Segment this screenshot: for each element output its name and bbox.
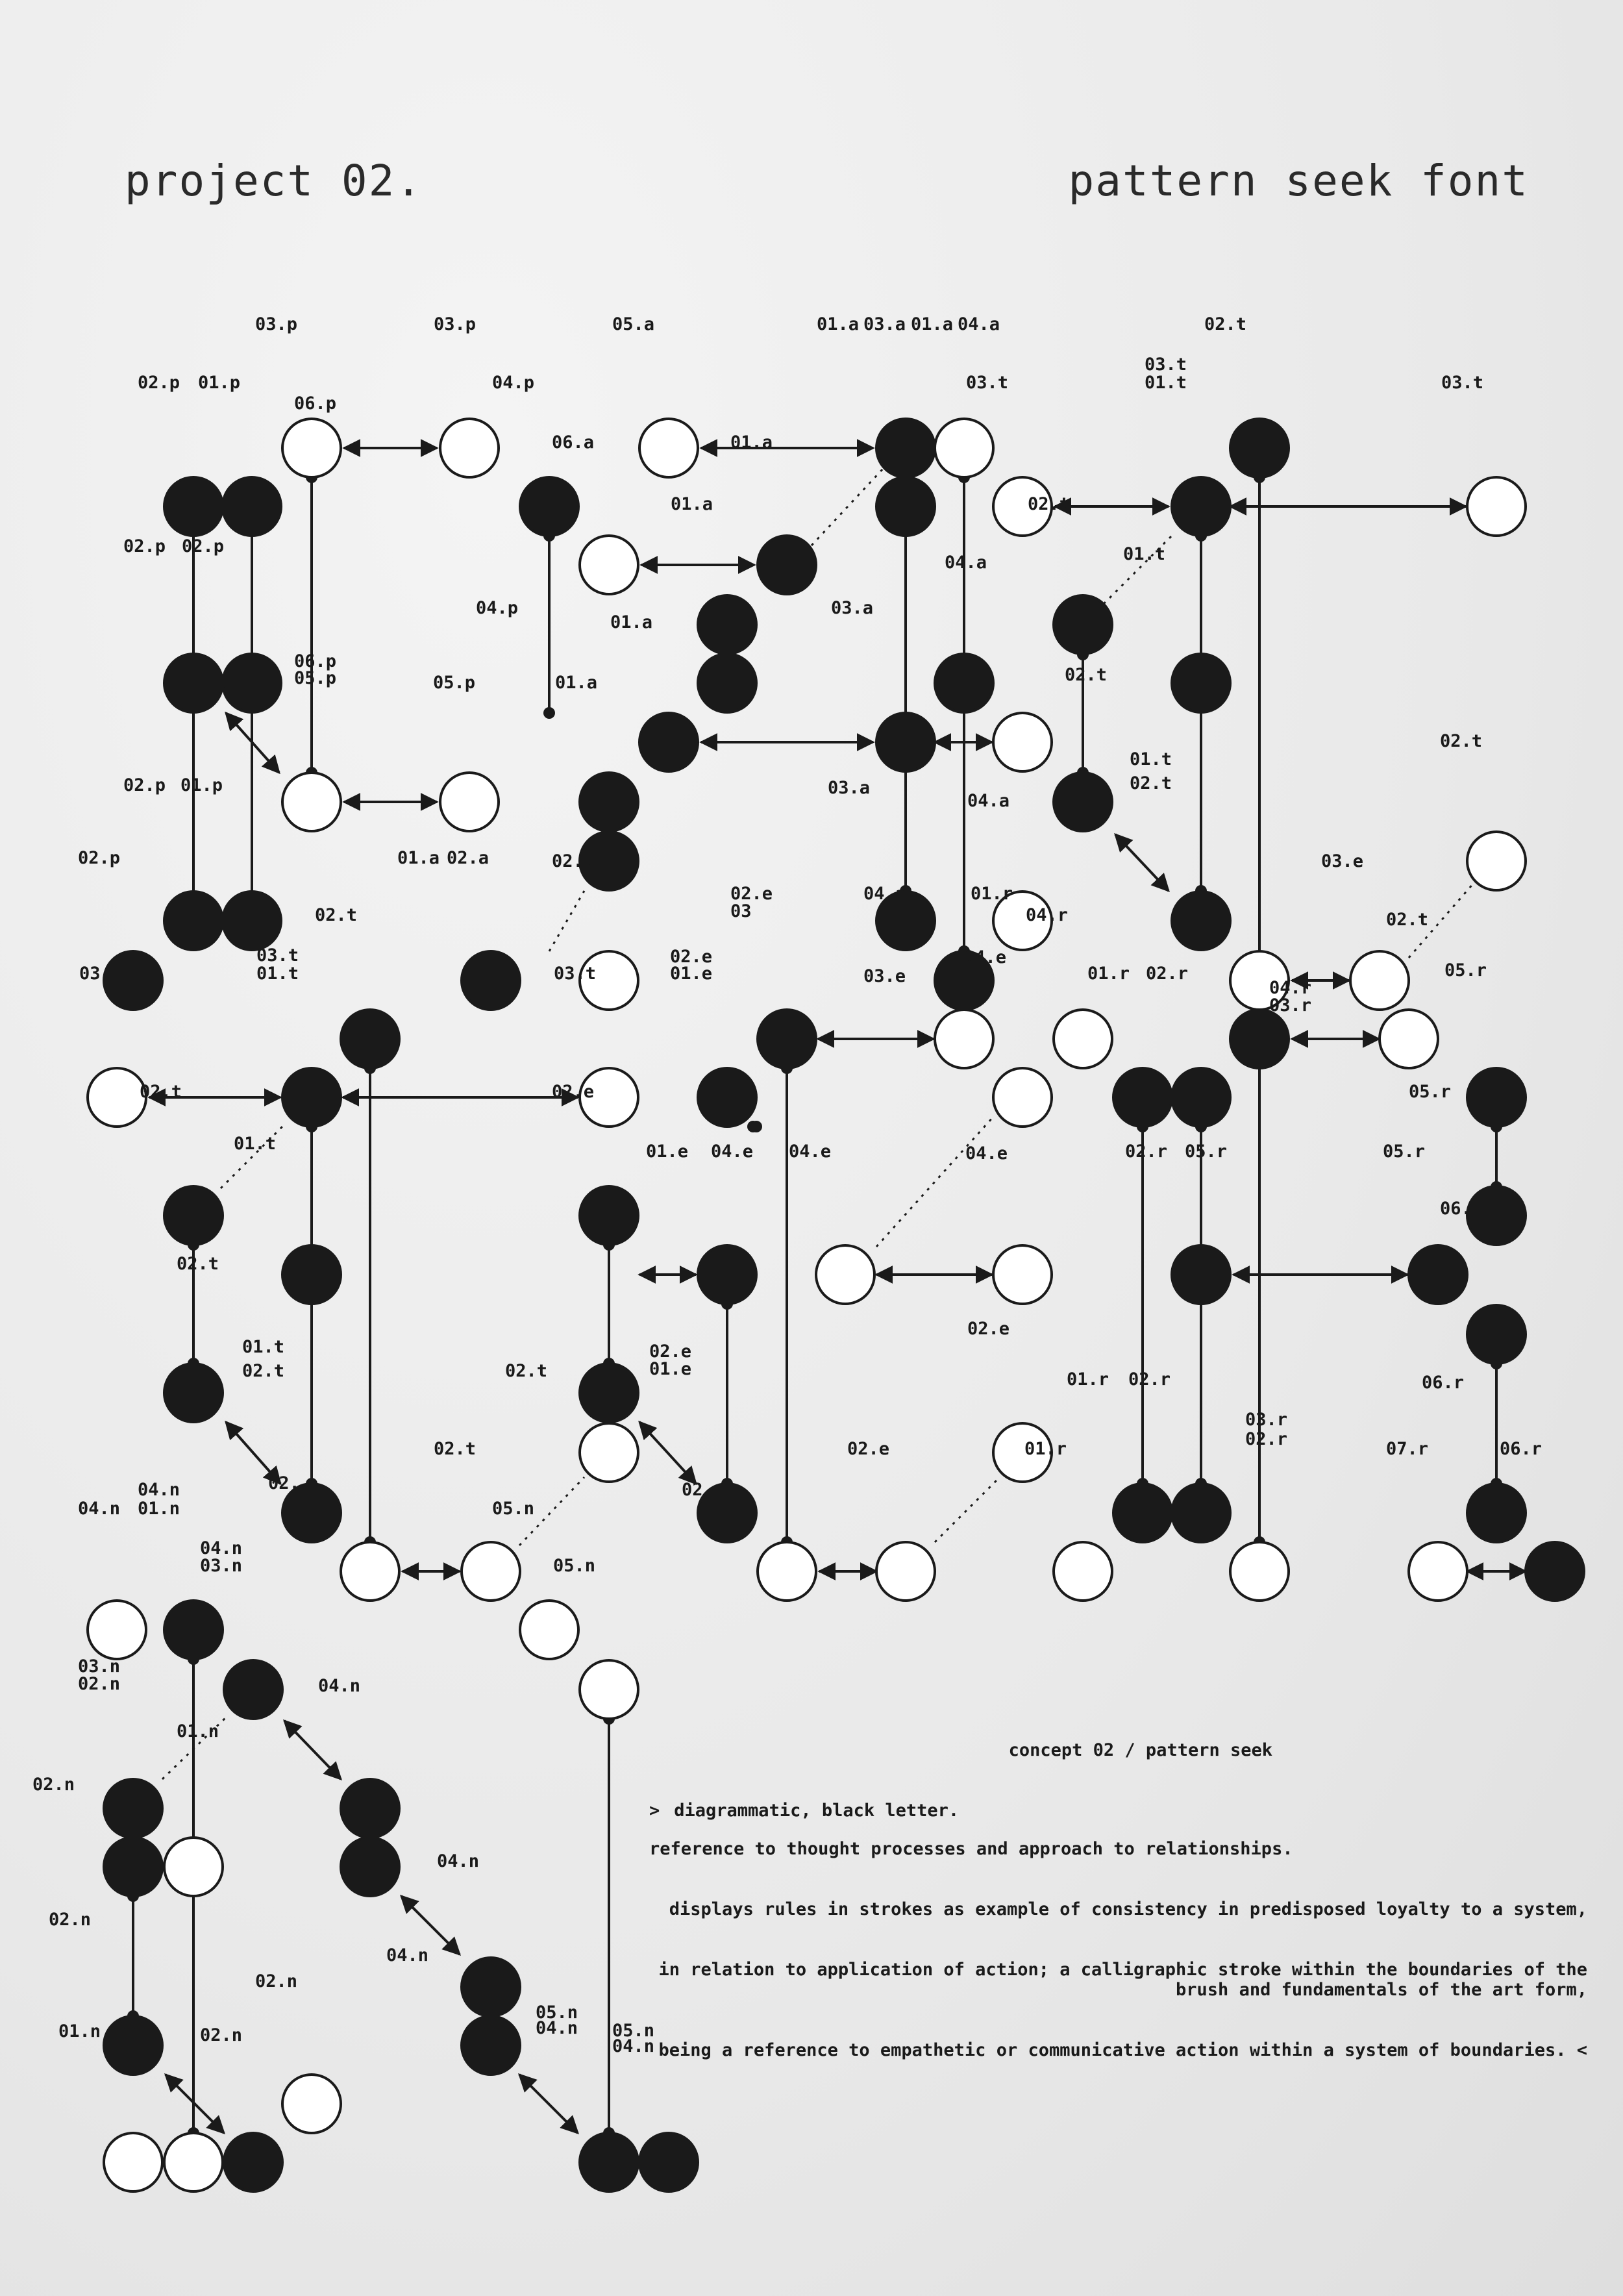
open-node <box>1409 1542 1467 1601</box>
open-node <box>88 1068 146 1127</box>
node-label: 06.p <box>294 393 337 414</box>
node-label: 01.t <box>1145 373 1187 393</box>
joint-dot <box>750 1121 762 1132</box>
filled-node <box>1467 1068 1526 1127</box>
node-label: 02.t <box>242 1361 285 1381</box>
node-label: 01.r <box>971 884 1013 904</box>
filled-node <box>1172 654 1230 712</box>
concept-title: concept 02 / pattern seek <box>1008 1740 1272 1760</box>
filled-node <box>1467 1186 1526 1245</box>
filled-node <box>341 1010 399 1068</box>
filled-node <box>935 654 993 712</box>
node-label: 04.r <box>1269 978 1312 998</box>
node-label: 03.t <box>1441 373 1484 393</box>
node-label: 04.e <box>789 1142 832 1162</box>
node-label: 02.t <box>1440 731 1483 751</box>
filled-node <box>164 1364 223 1422</box>
open-node <box>164 2133 223 2191</box>
open-node <box>580 1423 638 1482</box>
filled-node <box>223 477 281 536</box>
filled-node <box>104 1838 162 1896</box>
node-label: 04.e <box>965 1143 1008 1164</box>
filled-node <box>164 1601 223 1659</box>
node-label: 06.r <box>1500 1439 1542 1459</box>
filled-node <box>876 713 935 771</box>
node-label: 01.a <box>555 673 598 693</box>
node-label: 02.t <box>505 1361 548 1381</box>
filled-node <box>520 477 578 536</box>
node-label: 01.t <box>256 964 299 984</box>
concept-line-1 <box>649 1801 1587 1821</box>
node-label: 02.r <box>1245 1429 1288 1449</box>
node-label: 01.e <box>646 1142 689 1162</box>
node-label: 06.r <box>1422 1373 1465 1393</box>
open-node <box>1350 951 1409 1010</box>
node-label: 05.p <box>294 668 337 688</box>
arrow-link <box>1115 834 1169 891</box>
node-label: 01.t <box>1123 544 1166 564</box>
node-label: 03.t <box>1145 355 1187 375</box>
node-label: 02.t <box>1204 314 1247 334</box>
node-label: 01.p <box>198 373 241 393</box>
node-label: 04.n <box>138 1480 180 1500</box>
node-label: 02.e <box>967 1319 1010 1339</box>
node-label: 03.r <box>1269 995 1312 1016</box>
open-node <box>462 1542 520 1601</box>
node-label: 01.r <box>1067 1369 1109 1390</box>
node-label: 03.p <box>255 314 298 334</box>
node-label: 01.e <box>670 964 713 984</box>
node-label: 02.r <box>1128 1369 1171 1390</box>
node-label: 01.e <box>649 1359 692 1379</box>
concept-block <box>649 1740 1587 2060</box>
node-label: 05.r <box>1409 1082 1452 1102</box>
node-label: 01.t <box>242 1337 285 1357</box>
open-node <box>935 419 993 477</box>
node-label: 05.r <box>1383 1142 1426 1162</box>
node-label: 02.t <box>315 905 358 925</box>
filled-node <box>876 419 935 477</box>
filled-node <box>104 2016 162 2075</box>
filled-node <box>1526 1542 1584 1601</box>
filled-node <box>758 536 816 594</box>
filled-node <box>1113 1068 1172 1127</box>
node-label: 05.a <box>612 314 655 334</box>
node-label: 04.n <box>612 2036 655 2056</box>
filled-node <box>164 1186 223 1245</box>
joint-dot <box>543 707 555 719</box>
title-right: pattern seek font <box>1068 156 1529 206</box>
node-label: 01.p <box>180 775 223 795</box>
node-label: 01.a <box>817 314 860 334</box>
node-label: 02.t <box>177 1254 219 1274</box>
node-label: 05.n <box>553 1556 596 1576</box>
node-label: 02 <box>682 1480 703 1500</box>
node-label: 04.a <box>863 884 906 904</box>
concept-line-1-text: diagrammatic, black letter. <box>674 1801 960 1821</box>
filled-node <box>282 1245 341 1304</box>
node-label: 01.a <box>671 494 713 514</box>
dotted-link <box>935 1477 1000 1542</box>
open-node <box>1467 832 1526 890</box>
node-label: 04.e <box>711 1142 754 1162</box>
filled-node <box>462 951 520 1010</box>
node-label: 04.p <box>492 373 535 393</box>
node-label: 06.a <box>552 432 595 453</box>
node-label: 02.n <box>49 1910 92 1930</box>
node-label: 01.n <box>138 1499 180 1519</box>
open-node <box>1467 477 1526 536</box>
dotted-link <box>549 891 584 951</box>
node-label: 03.r <box>1245 1410 1288 1430</box>
node-label: 05.n <box>536 2003 578 2023</box>
dotted-link <box>812 469 883 545</box>
concept-line-5: being a reference to empathetic or communicative action within a system of boundaries. < <box>658 2040 1587 2060</box>
node-label: 06. <box>1440 1199 1472 1219</box>
open-node <box>1054 1542 1112 1601</box>
filled-node <box>1113 1484 1172 1542</box>
node-label: 02.a <box>447 848 489 868</box>
node-label: 02.e <box>552 1082 595 1102</box>
node-label: 02.p <box>78 848 121 868</box>
node-label: 02.e <box>670 947 713 967</box>
node-label: 02.e <box>730 884 773 904</box>
filled-node <box>224 2133 282 2191</box>
filled-node <box>1172 1068 1230 1127</box>
open-node <box>282 2075 341 2133</box>
open-node <box>993 1245 1052 1304</box>
node-label: 01.n <box>177 1721 219 1741</box>
filled-node <box>1409 1245 1467 1304</box>
node-label: 03.e <box>1321 851 1364 871</box>
filled-node <box>282 1068 341 1127</box>
filled-node <box>1172 1484 1230 1542</box>
open-node <box>282 773 341 831</box>
filled-node <box>639 2133 698 2191</box>
node-label: 02.t <box>552 851 595 871</box>
filled-node <box>1054 773 1112 831</box>
filled-node <box>1230 1010 1289 1068</box>
node-label: 02.n <box>255 1971 298 1991</box>
node-label: 02.p <box>123 536 166 556</box>
node-label: 03.t <box>554 964 597 984</box>
open-node <box>341 1542 399 1601</box>
open-node <box>1380 1010 1438 1068</box>
filled-node <box>104 951 162 1010</box>
filled-node <box>698 1068 756 1127</box>
node-label: 04.a <box>967 791 1010 811</box>
filled-node <box>224 1660 282 1719</box>
filled-node <box>341 1838 399 1896</box>
node-label: 03.a <box>828 778 871 798</box>
filled-node <box>1172 1245 1230 1304</box>
node-label: 02.p <box>123 775 166 795</box>
filled-node <box>698 654 756 712</box>
node-label: 02.t <box>1028 494 1071 514</box>
node-label: 05.r <box>1185 1142 1228 1162</box>
node-label: 01.a <box>397 848 440 868</box>
node-label: 02.n <box>78 1674 121 1694</box>
node-label: 04.a <box>945 553 987 573</box>
concept-line-2: reference to thought processes and approach to relationships. <box>649 1839 1293 1859</box>
node-label: 04.e <box>964 947 1007 967</box>
concept-line-4: in relation to application of action; a calligraphic stroke within the boundaries of the brush and fundamentals of the art form, <box>658 1960 1587 2000</box>
filled-node <box>698 1245 756 1304</box>
open-node <box>88 1601 146 1659</box>
filled-node <box>698 1484 756 1542</box>
node-label: 05.n <box>492 1499 535 1519</box>
node-label: 02.r <box>1125 1142 1168 1162</box>
node-label: 02.t <box>1130 773 1172 793</box>
filled-node <box>1467 1484 1526 1542</box>
open-node <box>104 2133 162 2191</box>
node-label: 01.r <box>1087 964 1130 984</box>
open-node <box>440 773 499 831</box>
filled-node <box>104 1779 162 1838</box>
filled-node <box>223 892 281 950</box>
filled-node <box>1054 595 1112 654</box>
node-label: 04.n <box>386 1945 429 1965</box>
node-label: 02.p <box>182 536 225 556</box>
node-label: 03.t <box>966 373 1009 393</box>
node-label: 01.a <box>911 314 954 334</box>
open-node <box>935 1010 993 1068</box>
node-label: 03.a <box>863 314 906 334</box>
open-node <box>758 1542 816 1601</box>
open-node <box>876 1542 935 1601</box>
filled-node <box>164 477 223 536</box>
node-label: 07.r <box>1386 1439 1429 1459</box>
filled-node <box>639 713 698 771</box>
node-label: 02.e <box>847 1439 890 1459</box>
filled-node <box>758 1010 816 1068</box>
node-label: 02. <box>268 1473 300 1493</box>
node-label: 06.p <box>294 651 337 671</box>
node-label: 02.t <box>140 1082 182 1102</box>
filled-node <box>698 595 756 654</box>
open-node <box>580 536 638 594</box>
dotted-link <box>221 1123 286 1188</box>
open-node <box>282 419 341 477</box>
node-label: 04.r <box>1026 905 1069 925</box>
open-node <box>993 713 1052 771</box>
node-label: 01.t <box>1130 749 1172 769</box>
filled-node <box>580 1186 638 1245</box>
arrow-link <box>284 1721 341 1779</box>
open-node <box>993 1068 1052 1127</box>
node-label: 03.p <box>434 314 477 334</box>
filled-node <box>1467 1305 1526 1364</box>
node-label: 01.r <box>1024 1439 1067 1459</box>
open-node <box>520 1601 578 1659</box>
node-label: 01.n <box>58 2021 101 2041</box>
node-label: 02.t <box>1386 910 1429 930</box>
node-label: 03.a <box>831 598 874 618</box>
node-label: 05.n <box>612 2021 655 2041</box>
node-label: 02.t <box>1065 665 1108 685</box>
node-label: 01.a <box>730 432 773 453</box>
filled-node <box>1230 419 1289 477</box>
node-label: 02.e <box>649 1341 692 1362</box>
filled-node <box>580 1364 638 1422</box>
filled-node <box>223 654 281 712</box>
node-label: 03.n <box>200 1556 243 1576</box>
node-label: 05.r <box>1444 960 1487 980</box>
filled-node <box>341 1779 399 1838</box>
node-label: 02.t <box>434 1439 477 1459</box>
node-label: 04.n <box>318 1676 361 1696</box>
node-label: 03.e <box>863 966 906 986</box>
node-label: 03.t <box>256 945 299 966</box>
filled-node <box>876 477 935 536</box>
node-label: 02.n <box>200 2025 243 2045</box>
arrow-link <box>639 1422 696 1484</box>
open-node <box>639 419 698 477</box>
node-label: 03 <box>730 901 752 921</box>
node-label: 02.p <box>138 373 180 393</box>
node-label: 03.n <box>78 1656 121 1677</box>
filled-node <box>462 2016 520 2075</box>
dotted-link <box>876 1117 993 1247</box>
arrow-link <box>519 2075 578 2133</box>
node-label: 04.n <box>200 1538 243 1558</box>
node-label: 01.a <box>610 612 653 632</box>
title-left: project 02. <box>125 156 423 206</box>
node-label: 04.n <box>78 1499 121 1519</box>
node-label: 04.n <box>437 1851 480 1871</box>
filled-node <box>1172 892 1230 950</box>
filled-node <box>462 1958 520 2016</box>
node-label: 04.p <box>476 598 519 618</box>
node-label: 05.p <box>433 673 476 693</box>
filled-node <box>164 892 223 950</box>
filled-node <box>580 2133 638 2191</box>
open-node <box>164 1838 223 1896</box>
open-node <box>440 419 499 477</box>
filled-node <box>164 654 223 712</box>
filled-node <box>1172 477 1230 536</box>
node-label: 02.r <box>1146 964 1189 984</box>
filled-node <box>580 773 638 831</box>
node-label: 01.t <box>234 1134 277 1154</box>
node-label: 04.n <box>536 2018 578 2038</box>
node-label: 04.a <box>958 314 1000 334</box>
bullet-marker: > <box>649 1801 660 1821</box>
open-node <box>580 1660 638 1719</box>
concept-line-3: displays rules in strokes as example of consistency in predisposed loyalty to a system, <box>669 1899 1587 1919</box>
node-label: 02.n <box>32 1775 75 1795</box>
open-node <box>1054 1010 1112 1068</box>
open-node <box>816 1245 874 1304</box>
open-node <box>1230 1542 1289 1601</box>
dotted-link <box>1104 532 1175 604</box>
node-label: 03 <box>79 964 101 984</box>
